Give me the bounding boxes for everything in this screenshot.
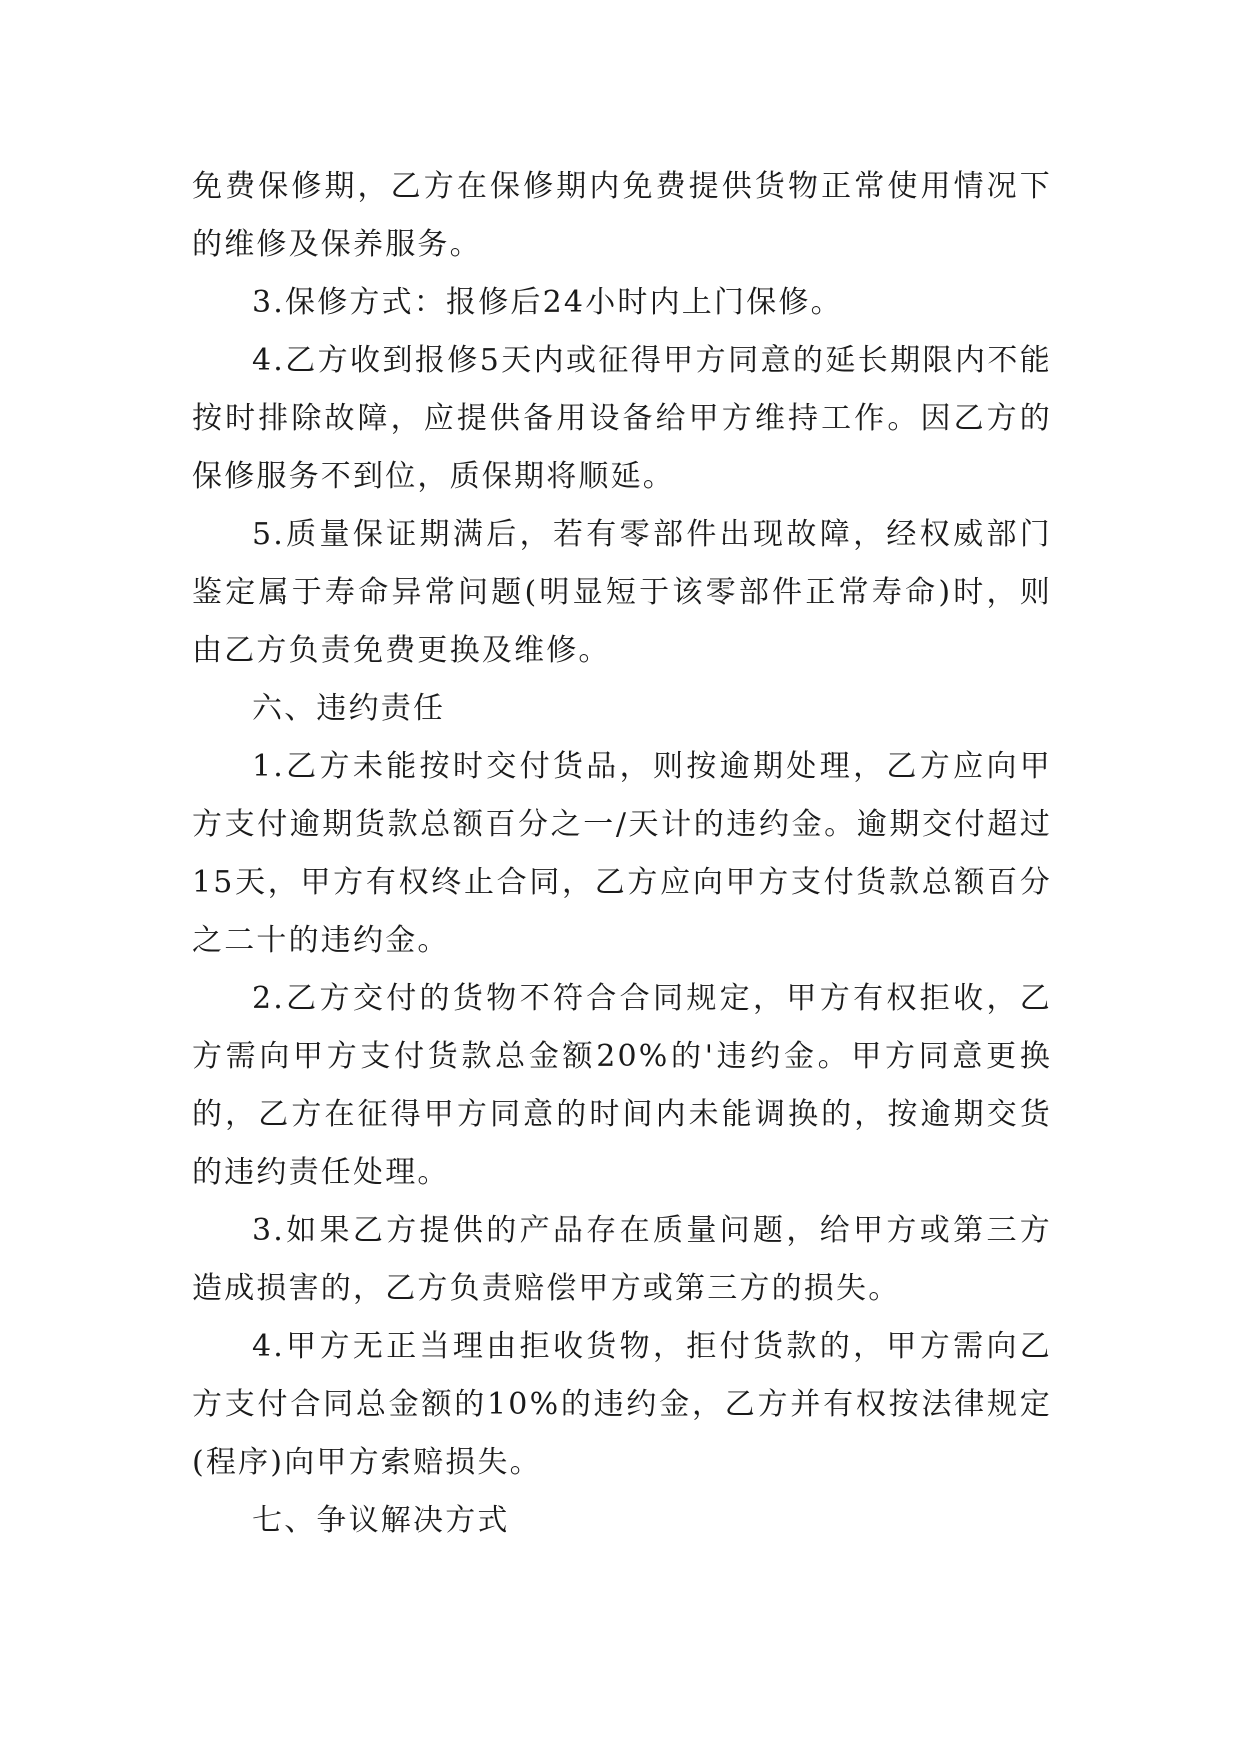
document-body bbox=[192, 158, 1052, 1550]
paragraph-quality-damage: 3.如果乙方提供的产品存在质量问题，给甲方或第三方造成损害的，乙方负责赔偿甲方或第三方的损失。 bbox=[192, 1213, 1052, 1306]
paragraph-post-warranty: 5.质量保证期满后，若有零部件出现故障，经权威部门鉴定属于寿命异常问题(明显短于该零部件正常寿命)时，则由乙方负责免费更换及维修。 bbox=[192, 517, 1052, 668]
paragraph-unjustified-rejection: 4.甲方无正当理由拒收货物，拒付货款的，甲方需向乙方支付合同总金额的10%的违约金，乙方并有权按法律规定(程序)向甲方索赔损失。 bbox=[192, 1329, 1052, 1480]
paragraph-late-delivery: 1.乙方未能按时交付货品，则按逾期处理，乙方应向甲方支付逾期货款总额百分之一/天计的违约金。逾期交付超过15天，甲方有权终止合同，乙方应向甲方支付货款总额百分之二十的违约金。 bbox=[192, 749, 1052, 958]
paragraph-repair-timeline: 4.乙方收到报修5天内或征得甲方同意的延长期限内不能按时排除故障，应提供备用设备给甲方维持工作。因乙方的保修服务不到位，质保期将顺延。 bbox=[192, 343, 1052, 494]
paragraph-warranty-method: 3.保修方式：报修后24小时内上门保修。 bbox=[252, 285, 843, 320]
section-heading-dispute-resolution: 七、争议解决方式 bbox=[252, 1503, 510, 1538]
paragraph-nonconforming-goods: 2.乙方交付的货物不符合合同规定，甲方有权拒收，乙方需向甲方支付货款总金额20%的'违约金。甲方同意更换的，乙方在征得甲方同意的时间内未能调换的，按逾期交货的违约责任处理。 bbox=[192, 981, 1052, 1190]
section-heading-breach-liability: 六、违约责任 bbox=[252, 691, 446, 726]
paragraph-warranty-period: 免费保修期，乙方在保修期内免费提供货物正常使用情况下的维修及保养服务。 bbox=[192, 169, 1052, 262]
